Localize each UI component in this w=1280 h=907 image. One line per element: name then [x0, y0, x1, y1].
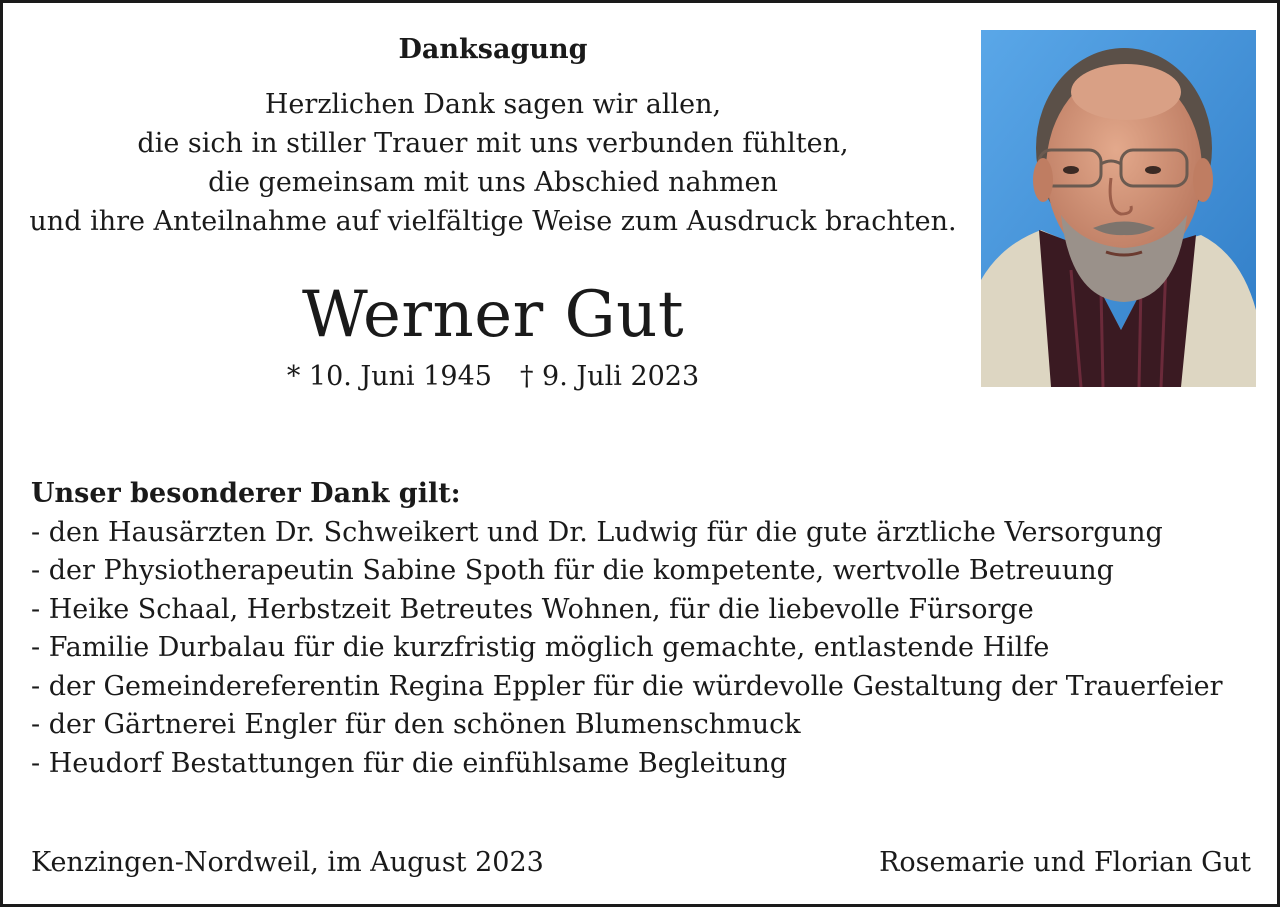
intro-line: Herzlichen Dank sagen wir allen, — [264, 89, 722, 120]
intro-line: die gemeinsam mit uns Abschied nahmen — [208, 167, 778, 198]
thanks-item: - Familie Durbalau für die kurzfristig möglich gemachte, entlastende Hilfe — [31, 632, 1050, 663]
special-thanks-heading: Unser besonderer Dank gilt: — [31, 478, 461, 509]
intro-line: und ihre Anteilnahme auf vielfältige Weise zum Ausdruck brachten. — [29, 206, 957, 237]
thanks-item: - der Gemeindereferentin Regina Eppler für die würdevolle Gestaltung der Trauerfeier — [31, 670, 1223, 702]
portrait-illustration — [981, 30, 1256, 387]
signers: Rosemarie und Florian Gut — [879, 847, 1251, 878]
thanks-item: - der Physiotherapeutin Sabine Spoth für die kompetente, wertvolle Betreuung — [31, 555, 1114, 586]
life-dates — [23, 359, 963, 395]
thanks-item: - der Gärtnerei Engler für den schönen Blumenschmuck — [31, 709, 801, 740]
thanks-item: - Heudorf Bestattungen für die einfühlsame Begleitung — [31, 747, 788, 779]
place-and-date: Kenzingen-Nordweil, im August 2023 — [31, 847, 544, 878]
intro-line: die sich in stiller Trauer mit uns verbunden fühlten, — [137, 128, 849, 159]
special-thanks — [31, 475, 1261, 783]
deceased-name: Werner Gut — [301, 278, 685, 352]
thanks-item: - Heike Schaal, Herbstzeit Betreutes Wohnen, für die liebevolle Fürsorge — [31, 593, 1034, 625]
notice-heading: Danksagung — [398, 34, 588, 65]
birth-date: * 10. Juni 1945 — [286, 361, 492, 392]
thanks-item: - den Hausärzten Dr. Schweikert und Dr. Ludwig für die gute ärztliche Versorgung — [31, 516, 1163, 548]
death-date: † 9. Juli 2023 — [519, 361, 700, 392]
portrait-photo — [981, 30, 1256, 387]
intro-text — [23, 85, 963, 241]
